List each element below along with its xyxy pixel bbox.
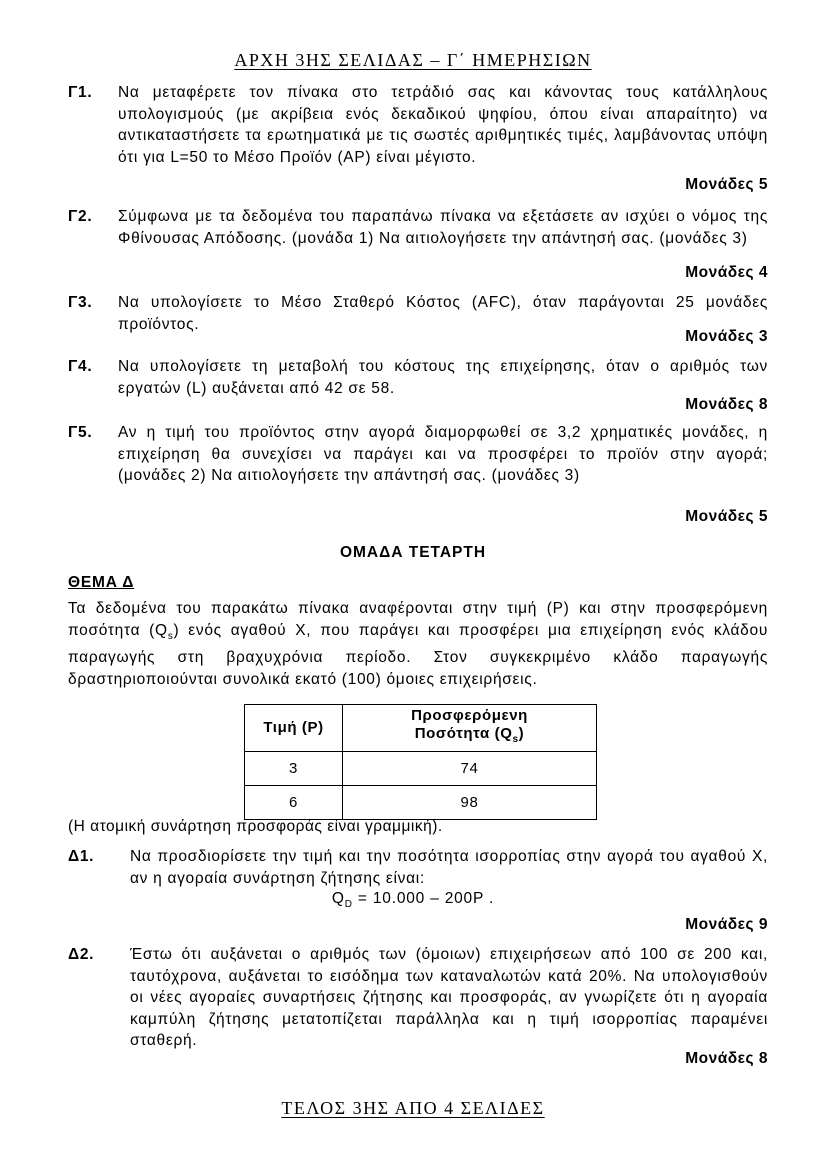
supply-table [244, 704, 597, 820]
table-cell-quantity: 98 [343, 786, 597, 820]
page-footer-text: ΤΕΛΟΣ 3ΗΣ ΑΠΟ 4 ΣΕΛΙΔΕΣ [281, 1098, 545, 1118]
question-d1 [68, 846, 768, 889]
question-label: Δ1. [68, 848, 95, 865]
table-header-close: ) [518, 725, 525, 742]
intro-paragraph [68, 598, 768, 690]
table-cell-price: 6 [245, 786, 343, 820]
question-g5 [68, 422, 768, 487]
page-footer [0, 1098, 826, 1119]
question-text: Να μεταφέρετε τον πίνακα στο τετράδιό σας και κάνοντας τους κατάλληλους υπολογισμούς (με ακρίβεια ενός δεκαδικού ψηφίου, όπου είναι απαραίτητο) να αντικαταστήσετε τα ερωτηματικά με τις σωστές αριθμητικές τιμές, λαμβάνοντας υπόψη ότι για L=50 το Μέσο Προϊόν (AP) είναι μέγιστο. [118, 84, 768, 166]
formula-subscript: D [344, 899, 353, 911]
demand-formula [0, 890, 826, 910]
table-header-quantity [343, 705, 597, 752]
question-label: Γ1. [68, 84, 93, 101]
question-text: Έστω ότι αυξάνεται ο αριθμός των (όμοιων) επιχειρήσεων από 100 σε 200 και, ταυτόχρονα, αυξάνεται το εισόδημα των καταναλωτών κατά 20%. Να υπολογισθούν οι νέες αγοραίες συναρτήσεις ζήτησης και προσφοράς, αν γνωρίζετε ότι η αγοραία καμπύλη ζήτησης μετατοπίζεται παράλληλα και η τιμή ισορροπίας παραμένει σταθερή. [130, 946, 768, 1049]
linear-note: (Η ατομική συνάρτηση προσφοράς είναι γραμμική). [68, 818, 443, 835]
table-cell-quantity: 74 [343, 752, 597, 786]
question-g2 [68, 206, 768, 249]
marks-g2: Μονάδες 4 [685, 264, 768, 281]
marks-g4: Μονάδες 8 [685, 396, 768, 413]
intro-subscript: s [167, 630, 174, 642]
question-g1 [68, 82, 768, 168]
table-cell-price: 3 [245, 752, 343, 786]
table-header-quantity-line1: Προσφερόμενη [411, 707, 528, 724]
table-header-price: Τιμή (P) [245, 705, 343, 752]
theme-title: ΘΕΜΑ Δ [68, 574, 135, 591]
marks-d1: Μονάδες 9 [685, 916, 768, 933]
formula-q: Q [331, 890, 345, 907]
intro-part2: ) ενός αγαθού Χ, που παράγει και προσφέρει μια επιχείρηση ενός κλάδου παραγωγής στη βραχυχρόνια περίοδο. Στον συγκεκριμένο κλάδο παραγωγής δραστηριοποιούνται συνολικά εκατό (100) όμοιες επιχειρήσεις. [68, 621, 768, 688]
question-text: Σύμφωνα με τα δεδομένα του παραπάνω πίνακα να εξετάσετε αν ισχύει ο νόμος της Φθίνουσας Απόδοσης. (μονάδα 1) Να αιτιολογήσετε την απάντησή σας. (μονάδες 3) [118, 208, 768, 247]
page-header [0, 50, 826, 71]
formula-rest: = 10.000 – 200P . [352, 890, 495, 907]
marks-d2: Μονάδες 8 [685, 1050, 768, 1067]
question-text: Να υπολογίσετε το Μέσο Σταθερό Κόστος (AFC), όταν παράγονται 25 μονάδες προϊόντος. [118, 294, 768, 333]
table-row [245, 752, 597, 786]
marks-g1: Μονάδες 5 [685, 176, 768, 193]
question-text: Αν η τιμή του προϊόντος στην αγορά διαμορφωθεί σε 3,2 χρηματικές μονάδες, η επιχείρηση θα συνεχίσει να παράγει και να προσφέρει το προϊόν στην αγορά; (μονάδες 2) Να αιτιολογήσετε την απάντησή σας. (μονάδες 3) [118, 424, 768, 484]
table-header-row [245, 705, 597, 752]
question-text: Να προσδιορίσετε την τιμή και την ποσότητα ισορροπίας στην αγορά του αγαθού Χ, αν η αγοραία συνάρτηση ζήτησης είναι: [130, 848, 768, 887]
question-d2 [68, 944, 768, 1052]
intro-part1: Τα δεδομένα του παρακάτω πίνακα αναφέρονται στην τιμή (P) και στην προσφερόμενη ποσότητα (Q [68, 600, 768, 639]
question-label: Γ3. [68, 294, 93, 311]
marks-g3: Μονάδες 3 [685, 328, 768, 345]
question-label: Δ2. [68, 946, 95, 963]
question-label: Γ2. [68, 208, 93, 225]
question-g3 [68, 292, 768, 335]
question-label: Γ5. [68, 424, 93, 441]
table-header-quantity-line2: Ποσότητα (Q [414, 725, 513, 742]
question-label: Γ4. [68, 358, 93, 375]
table-row [245, 786, 597, 820]
marks-g5: Μονάδες 5 [685, 508, 768, 525]
question-text: Να υπολογίσετε τη μεταβολή του κόστους της επιχείρησης, όταν ο αριθμός των εργατών (L) αυξάνεται από 42 σε 58. [118, 358, 768, 397]
group-title: ΟΜΑΔΑ ΤΕΤΑΡΤΗ [339, 544, 487, 561]
table-header-subscript: s [512, 734, 519, 745]
question-g4 [68, 356, 768, 399]
page-header-text: ΑΡΧΗ 3ΗΣ ΣΕΛΙΔΑΣ – Γ΄ ΗΜΕΡΗΣΙΩΝ [234, 50, 592, 70]
